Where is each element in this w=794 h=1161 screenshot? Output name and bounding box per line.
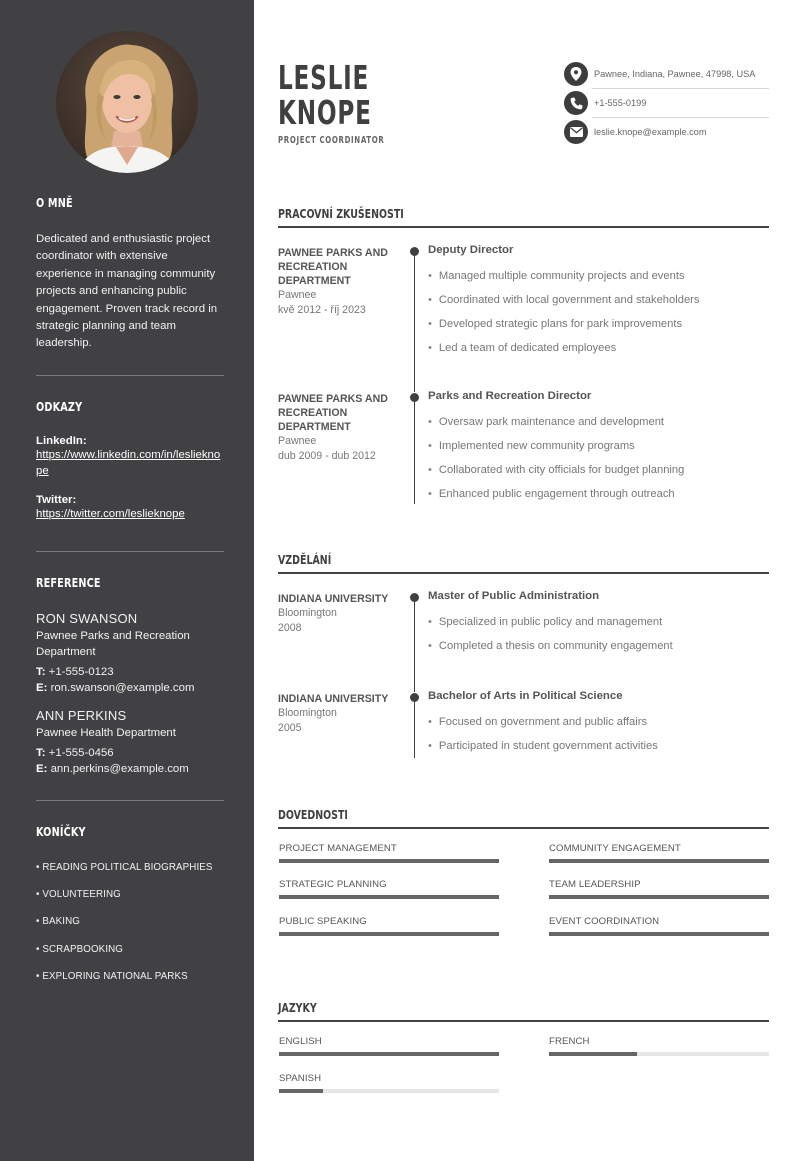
email-value: ron.swanson@example.com bbox=[50, 682, 195, 694]
skill-bar-fill bbox=[279, 859, 499, 863]
timeline-line bbox=[414, 698, 415, 758]
profile-portrait-image bbox=[56, 31, 198, 173]
links-heading: ODKAZY bbox=[36, 399, 83, 414]
sidebar bbox=[0, 0, 254, 1161]
skill-bar-fill bbox=[549, 895, 769, 899]
languages-heading: JAZYKY bbox=[278, 1000, 317, 1015]
address-text: Pawnee, Indiana, Pawnee, 47998, USA bbox=[594, 69, 756, 79]
references-section bbox=[36, 575, 224, 777]
about-section bbox=[36, 195, 224, 353]
education-section-header bbox=[278, 552, 769, 567]
link-label: Twitter: bbox=[36, 494, 77, 506]
entry-dates: kvě 2012 - říj 2023 bbox=[278, 303, 366, 316]
reference-org: Pawnee Health Department bbox=[36, 727, 176, 739]
link-label: LinkedIn: bbox=[36, 435, 87, 447]
entry-bullets bbox=[428, 716, 658, 764]
skill-name: COMMUNITY ENGAGEMENT bbox=[549, 843, 681, 854]
language-item bbox=[279, 1036, 499, 1047]
skill-item bbox=[549, 843, 769, 854]
education-entry bbox=[278, 692, 769, 760]
skill-bar-track bbox=[279, 895, 499, 899]
experience-entry bbox=[278, 246, 769, 386]
bullet-item: • Collaborated with city officials for budget planning bbox=[428, 464, 684, 488]
job-title: PROJECT COORDINATOR bbox=[278, 135, 385, 146]
sidebar-divider bbox=[36, 551, 224, 552]
hobby-item: • VOLUNTEERING bbox=[36, 889, 121, 901]
experience-heading: PRACOVNÍ ZKUŠENOSTI bbox=[278, 206, 404, 221]
skill-bar-fill bbox=[549, 932, 769, 936]
entry-org bbox=[278, 692, 396, 735]
entry-bullets bbox=[428, 416, 684, 512]
skill-item bbox=[549, 879, 769, 890]
contact-email bbox=[564, 118, 769, 146]
references-heading: REFERENCE bbox=[36, 575, 101, 590]
entry-bullets bbox=[428, 270, 700, 366]
skill-name: TEAM LEADERSHIP bbox=[549, 879, 641, 890]
candidate-name bbox=[278, 60, 372, 130]
about-heading: O MNĚ bbox=[36, 195, 73, 210]
link-linkedin bbox=[36, 435, 224, 479]
entry-city: Pawnee bbox=[278, 435, 317, 447]
phone-label: T: bbox=[36, 747, 46, 759]
skill-name: EVENT COORDINATION bbox=[549, 916, 660, 927]
phone-icon bbox=[564, 91, 588, 115]
section-rule bbox=[278, 827, 769, 829]
bullet-item: • Oversaw park maintenance and development bbox=[428, 416, 684, 440]
skill-item bbox=[279, 843, 499, 854]
experience-entry bbox=[278, 392, 769, 504]
skill-item bbox=[549, 916, 769, 927]
entry-city: Bloomington bbox=[278, 707, 337, 719]
hobbies-heading: KONÍČKY bbox=[36, 824, 86, 839]
reference-item bbox=[36, 708, 224, 777]
experience-section-header bbox=[278, 206, 769, 221]
language-bar-track bbox=[549, 1052, 769, 1056]
location-pin-icon bbox=[564, 62, 588, 86]
education-entry bbox=[278, 592, 769, 688]
bullet-item: • Led a team of dedicated employees bbox=[428, 342, 700, 366]
section-rule bbox=[278, 572, 769, 574]
entry-role: Parks and Recreation Director bbox=[428, 390, 592, 402]
about-text: Dedicated and enthusiastic project coordinator with extensive experience in managing community projects and enhancing public engagement. Proven track record in strategic planning and team leadership. bbox=[36, 233, 218, 350]
reference-name: RON SWANSON bbox=[36, 611, 138, 626]
reference-phone bbox=[36, 664, 224, 680]
reference-name: ANN PERKINS bbox=[36, 708, 127, 723]
entry-dates: 2008 bbox=[278, 621, 302, 634]
phone-label: T: bbox=[36, 666, 46, 678]
hobbies-section bbox=[36, 824, 224, 998]
link-twitter bbox=[36, 494, 224, 522]
hobby-item: • BAKING bbox=[36, 916, 80, 928]
sidebar-divider bbox=[36, 375, 224, 376]
links-section bbox=[36, 399, 224, 522]
skill-name: PROJECT MANAGEMENT bbox=[279, 843, 397, 854]
language-bar-track bbox=[279, 1089, 499, 1093]
bullet-item: • Implemented new community programs bbox=[428, 440, 684, 464]
entry-org-name: INDIANA UNIVERSITY bbox=[278, 593, 389, 605]
skill-bar-track bbox=[279, 859, 499, 863]
skill-bar-track bbox=[549, 895, 769, 899]
timeline-line bbox=[414, 398, 415, 504]
entry-role: Master of Public Administration bbox=[428, 590, 600, 602]
bullet-item: • Focused on government and public affairs bbox=[428, 716, 658, 740]
contact-phone bbox=[564, 89, 769, 117]
timeline-line bbox=[414, 598, 415, 692]
email-label: E: bbox=[36, 682, 48, 694]
entry-city: Bloomington bbox=[278, 607, 337, 619]
skill-bar-fill bbox=[279, 932, 499, 936]
contact-address bbox=[564, 60, 769, 88]
entry-org-name: PAWNEE PARKS AND RECREATION DEPARTMENT bbox=[278, 393, 388, 433]
skill-item bbox=[279, 879, 499, 890]
entry-city: Pawnee bbox=[278, 289, 317, 301]
bullet-item: • Managed multiple community projects and events bbox=[428, 270, 700, 294]
skill-bar-track bbox=[549, 932, 769, 936]
name-first: LESLIE bbox=[278, 58, 370, 97]
language-bar-fill bbox=[549, 1052, 637, 1056]
hobby-item: • SCRAPBOOKING bbox=[36, 943, 124, 955]
skill-bar-fill bbox=[279, 895, 499, 899]
bullet-item: • Developed strategic plans for park improvements bbox=[428, 318, 700, 342]
email-text[interactable]: leslie.knope@example.com bbox=[594, 127, 707, 137]
languages-section-header bbox=[278, 1000, 769, 1015]
entry-bullets bbox=[428, 616, 673, 664]
entry-org bbox=[278, 392, 396, 463]
skill-bar-fill bbox=[549, 859, 769, 863]
section-rule bbox=[278, 226, 769, 228]
language-name: FRENCH bbox=[549, 1036, 590, 1047]
skill-bar-track bbox=[279, 932, 499, 936]
language-item bbox=[549, 1036, 769, 1047]
education-heading: VZDĚLÁNÍ bbox=[278, 552, 332, 567]
language-bar-track bbox=[279, 1052, 499, 1056]
hobby-item: • EXPLORING NATIONAL PARKS bbox=[36, 970, 188, 982]
bullet-item: • Completed a thesis on community engagement bbox=[428, 640, 673, 664]
name-last: KNOPE bbox=[278, 93, 372, 132]
bullet-item: • Participated in student government activities bbox=[428, 740, 658, 764]
skill-item bbox=[279, 916, 499, 927]
reference-email bbox=[36, 680, 224, 696]
reference-org: Pawnee Parks and Recreation Department bbox=[36, 630, 190, 658]
email-value: ann.perkins@example.com bbox=[50, 763, 189, 775]
entry-dates: 2005 bbox=[278, 721, 302, 734]
entry-org-name: INDIANA UNIVERSITY bbox=[278, 693, 389, 705]
skill-bar-track bbox=[549, 859, 769, 863]
hobbies-list bbox=[36, 862, 224, 998]
bullet-item: • Specialized in public policy and management bbox=[428, 616, 673, 640]
reference-item bbox=[36, 611, 224, 696]
entry-role: Bachelor of Arts in Political Science bbox=[428, 690, 623, 702]
entry-dates: dub 2009 - dub 2012 bbox=[278, 449, 376, 462]
skill-name: STRATEGIC PLANNING bbox=[279, 879, 387, 890]
hobby-item: • READING POLITICAL BIOGRAPHIES bbox=[36, 862, 213, 873]
entry-org bbox=[278, 246, 396, 317]
twitter-url[interactable]: https://twitter.com/leslieknope bbox=[36, 508, 185, 520]
email-label: E: bbox=[36, 763, 48, 775]
entry-role: Deputy Director bbox=[428, 244, 514, 256]
skills-section-header bbox=[278, 807, 769, 822]
bullet-item: • Enhanced public engagement through outreach bbox=[428, 488, 684, 512]
phone-value: +1-555-0123 bbox=[48, 666, 114, 678]
entry-org-name: PAWNEE PARKS AND RECREATION DEPARTMENT bbox=[278, 247, 388, 287]
reference-email bbox=[36, 761, 224, 777]
skill-name: PUBLIC SPEAKING bbox=[279, 916, 367, 927]
profile-photo bbox=[56, 31, 198, 173]
language-name: SPANISH bbox=[279, 1073, 322, 1084]
language-bar-fill bbox=[279, 1052, 499, 1056]
phone-value: +1-555-0456 bbox=[48, 747, 114, 759]
timeline-line bbox=[414, 252, 415, 392]
skills-heading: DOVEDNOSTI bbox=[278, 807, 348, 822]
envelope-icon bbox=[564, 120, 588, 144]
reference-phone bbox=[36, 745, 224, 761]
sidebar-divider bbox=[36, 800, 224, 801]
language-item bbox=[279, 1073, 499, 1084]
section-rule bbox=[278, 1020, 769, 1022]
entry-org bbox=[278, 592, 396, 635]
phone-text: +1-555-0199 bbox=[594, 98, 647, 108]
linkedin-url[interactable]: https://www.linkedin.com/in/leslieknope bbox=[36, 449, 221, 477]
bullet-item: • Coordinated with local government and stakeholders bbox=[428, 294, 700, 318]
language-name: ENGLISH bbox=[279, 1036, 322, 1047]
language-bar-fill bbox=[279, 1089, 323, 1093]
